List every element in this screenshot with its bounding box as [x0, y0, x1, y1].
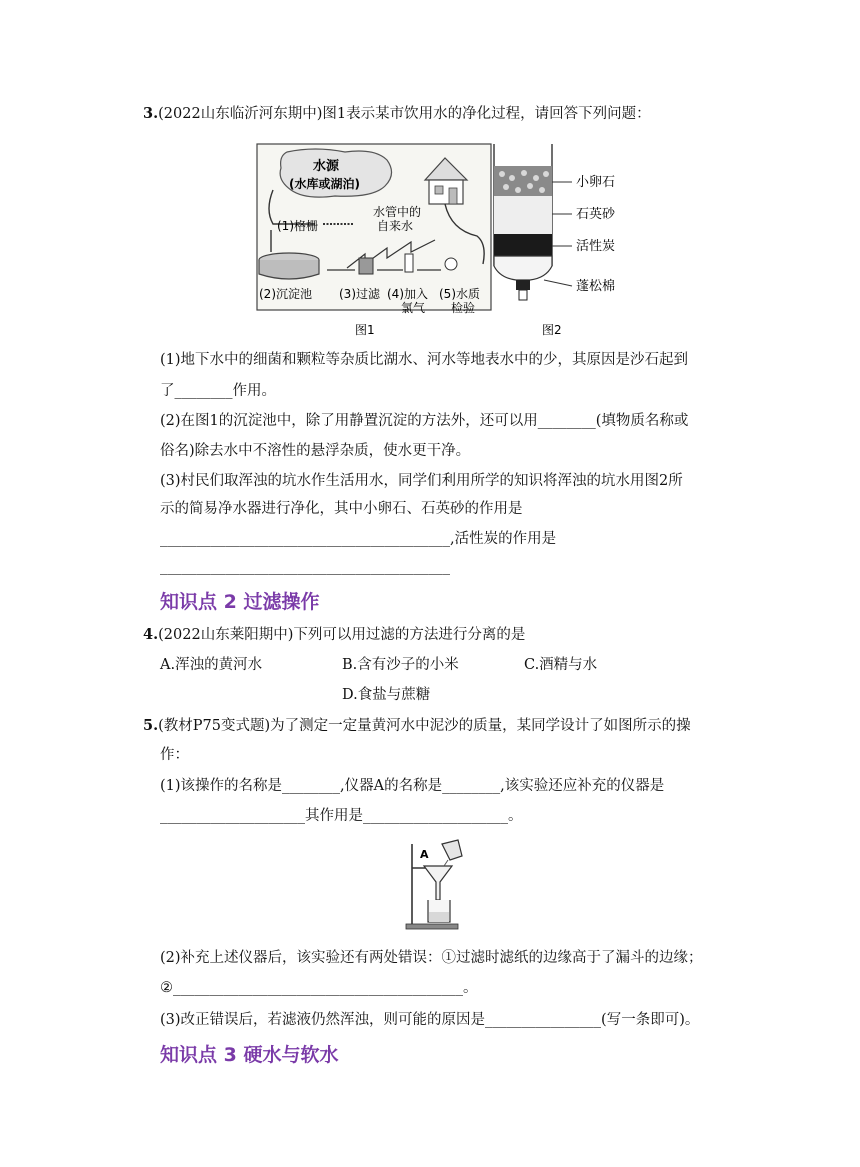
beaker-pouring-icon — [442, 840, 462, 860]
water-source-sublabel: (水库或湖泊) — [289, 177, 360, 191]
chlorine-label-1: (4)加入 — [387, 287, 428, 301]
pipe-water-label-2: 自来水 — [377, 219, 414, 233]
q3-number: 3. — [143, 105, 159, 122]
q4-number: 4. — [143, 626, 159, 643]
stand-base — [406, 924, 458, 929]
pour-stream — [444, 860, 448, 866]
q4-option-c[interactable]: C.酒精与水 — [524, 657, 598, 673]
settling-tank-label: (2)沉淀池 — [259, 287, 312, 301]
q3-part3-line1: (3)村民们取浑浊的坑水作生活用水，同学们利用所学的知识将浑浊的坑水用图2所 — [160, 473, 683, 489]
filter-icon — [359, 258, 373, 274]
pebbles-label: 小卵石 — [576, 175, 616, 190]
q3-part1-line1: (1)地下水中的细菌和颗粒等杂质比湖水、河水等地表水中的少，其原因是沙石起到 — [160, 352, 689, 368]
filtration-label: (3)过滤 — [339, 287, 380, 301]
q3-source: (2022山东临沂河东期中) — [158, 106, 323, 122]
q5-part1-line2: ____________________其作用是____________________。 — [160, 808, 523, 824]
q5-part2-line2: ②________________________________________。 — [160, 980, 478, 996]
figure-1-caption: 图1 — [355, 323, 375, 337]
outlet-nozzle — [519, 290, 527, 300]
cotton-label: 蓬松棉 — [576, 279, 616, 294]
q5-part1-line1: (1)该操作的名称是________,仪器A的名称是________,该实验还应补充的仪器是 — [160, 778, 665, 794]
filtration-apparatus-figure — [402, 838, 472, 936]
knowledge-point-3-heading: 知识点 3 硬水与软水 — [160, 1044, 339, 1066]
instrument-a-label: A — [420, 848, 429, 861]
q5-stem-line2: 作： — [160, 747, 189, 763]
q4-stem: 下列可以用过滤的方法进行分离的是 — [293, 627, 526, 643]
activated-carbon-label: 活性炭 — [576, 239, 616, 254]
q3-part2-line1: (2)在图1的沉淀池中，除了用静置沉淀的方法外，还可以用________(填物质名称或 — [160, 413, 689, 429]
q3-part3-line3: ________________________________________,活性炭的作用是 — [160, 531, 557, 547]
figure-1-water-purification — [255, 140, 495, 340]
inspection-label-1: (5)水质 — [439, 287, 480, 301]
q5-number: 5. — [143, 717, 159, 734]
inspector-icon — [445, 258, 457, 270]
house-icon — [429, 180, 463, 204]
funnel-icon — [424, 866, 452, 900]
q3-part3-line2: 示的简易净水器进行净化，其中小卵石、石英砂的作用是 — [160, 501, 523, 517]
activated-carbon-layer — [494, 234, 552, 256]
q5-stem-line1 — [143, 716, 691, 736]
chlorine-icon — [405, 254, 413, 272]
q4-stem-line — [143, 625, 525, 645]
filtrate — [429, 912, 449, 922]
grille-label: (1)格栅 — [277, 219, 318, 233]
knowledge-point-2-heading: 知识点 2 过滤操作 — [160, 591, 320, 613]
chlorine-label-2: 氯气 — [401, 301, 426, 315]
q5-part3-line1: (3)改正错误后，若滤液仍然浑浊，则可能的原因是________________(写一条即可)。 — [160, 1012, 700, 1028]
q5-source: (教材P75变式题) — [158, 718, 271, 734]
leader-line — [544, 280, 572, 286]
figure-2-caption: 图2 — [542, 323, 562, 337]
q4-option-d[interactable]: D.食盐与蔗糖 — [342, 687, 431, 703]
house-window-icon — [435, 186, 443, 194]
q4-source: (2022山东莱阳期中) — [158, 627, 294, 643]
q4-option-b[interactable]: B.含有沙子的小米 — [342, 657, 459, 673]
q4-option-a[interactable]: A.浑浊的黄河水 — [160, 657, 263, 673]
water-source-label: 水源 — [313, 159, 340, 174]
q5-stem-1: 为了测定一定量黄河水中泥沙的质量，某同学设计了如图所示的操 — [270, 718, 691, 734]
pipe-water-label-1: 水管中的 — [373, 205, 422, 219]
q3-part2-line2: 俗名)除去水中不溶性的悬浮杂质，使水更干净。 — [160, 443, 471, 459]
quartz-sand-layer — [494, 196, 552, 234]
q3-stem-line — [143, 104, 651, 124]
outlet-icon — [516, 280, 530, 290]
q5-part2-line1: (2)补充上述仪器后，该实验还有两处错误：①过滤时滤纸的边缘高于了漏斗的边缘； — [160, 950, 703, 966]
cotton-layer — [494, 256, 552, 280]
q3-part3-line4: ________________________________________ — [160, 559, 450, 575]
q3-part1-line2: 了________作用。 — [160, 383, 276, 399]
quartz-sand-label: 石英砂 — [576, 207, 616, 222]
settling-tank-body — [259, 260, 319, 279]
q3-stem: 图1表示某市饮用水的净化过程，请回答下列问题： — [322, 106, 651, 122]
inspection-label-2: 检验 — [451, 301, 476, 315]
house-door-icon — [449, 188, 457, 204]
figure-2-simple-water-purifier — [486, 140, 646, 340]
